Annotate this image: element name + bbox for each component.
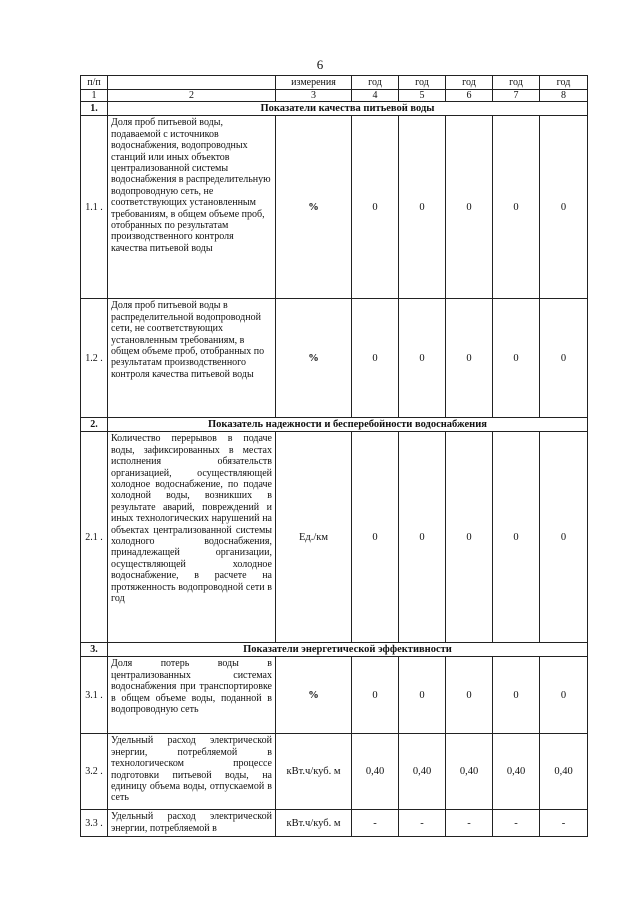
row-value: - — [540, 810, 588, 837]
header-cell: измерения — [276, 76, 352, 90]
table-row — [81, 734, 588, 810]
row-unit: кВт.ч/куб. м — [276, 810, 352, 837]
column-number: 7 — [493, 90, 540, 102]
column-number: 8 — [540, 90, 588, 102]
row-value: 0 — [399, 657, 446, 734]
row-value: - — [352, 810, 399, 837]
section-number: 1. — [81, 102, 108, 116]
row-unit: Ед./км — [276, 432, 352, 643]
row-id: 1.1 . — [81, 116, 108, 299]
header-cell: год — [540, 76, 588, 90]
row-unit: % — [276, 116, 352, 299]
row-value: 0 — [493, 432, 540, 643]
row-value: 0 — [540, 657, 588, 734]
row-value: 0 — [540, 432, 588, 643]
row-value: 0 — [446, 657, 493, 734]
section-title: Показатели качества питьевой воды — [108, 102, 588, 116]
table-row — [81, 432, 588, 643]
column-number: 3 — [276, 90, 352, 102]
row-id: 3.2 . — [81, 734, 108, 810]
row-value: 0 — [446, 299, 493, 418]
row-value: 0,40 — [446, 734, 493, 810]
column-number: 5 — [399, 90, 446, 102]
row-value: - — [493, 810, 540, 837]
header-cell: год — [352, 76, 399, 90]
header-cell: год — [399, 76, 446, 90]
row-id: 3.3 . — [81, 810, 108, 837]
section-number: 3. — [81, 643, 108, 657]
section-number: 2. — [81, 418, 108, 432]
section-header-row — [81, 418, 588, 432]
table-row — [81, 657, 588, 734]
row-value: 0 — [352, 432, 399, 643]
header-row-2 — [81, 90, 588, 102]
row-value: 0 — [493, 299, 540, 418]
page-number: 6 — [316, 57, 324, 72]
row-value: 0 — [493, 657, 540, 734]
row-value: 0 — [352, 299, 399, 418]
row-unit: кВт.ч/куб. м — [276, 734, 352, 810]
row-description: Количество перерывов в подаче воды, зафиксированных в местах исполнения обязательств организацией, осуществляющей холодное водоснабжение, по подаче холодной воды, возникших в результате аварий, повреждений и иных технологических нарушений на объектах централизованной системы холодного водоснабжения, принадлежащей организации, осуществляющей холодное водоснабжение, в расчете на протяженность водопроводной сети в год — [108, 432, 276, 643]
header-row-1 — [81, 76, 588, 90]
header-cell: п/п — [81, 76, 108, 90]
row-value: 0 — [399, 299, 446, 418]
row-value: 0 — [352, 657, 399, 734]
row-id: 2.1 . — [81, 432, 108, 643]
section-header-row — [81, 102, 588, 116]
header-cell — [108, 76, 276, 90]
section-header-row — [81, 643, 588, 657]
table-row — [81, 299, 588, 418]
row-value: 0 — [399, 116, 446, 299]
table-row — [81, 810, 588, 837]
row-value: 0,40 — [493, 734, 540, 810]
row-value: - — [446, 810, 493, 837]
row-value: 0 — [446, 432, 493, 643]
row-unit: % — [276, 657, 352, 734]
row-description: Доля потерь воды в централизованных системах водоснабжения при транспортировке в общем объеме воды, поданной в водопроводную сеть — [108, 657, 276, 734]
column-number: 6 — [446, 90, 493, 102]
row-description: Доля проб питьевой воды в распределительной водопроводной сети, не соответствующих установленным требованиям, в общем объеме проб, отобранных по результатам производственного контроля качества питьевой воды — [108, 299, 276, 418]
row-value: 0 — [399, 432, 446, 643]
indicators-table — [80, 75, 588, 837]
section-title: Показатели энергетической эффективности — [108, 643, 588, 657]
column-number: 4 — [352, 90, 399, 102]
row-unit: % — [276, 299, 352, 418]
row-value: 0,40 — [399, 734, 446, 810]
section-title: Показатель надежности и бесперебойности водоснабжения — [108, 418, 588, 432]
row-id: 3.1 . — [81, 657, 108, 734]
row-description: Удельный расход электрической энергии, потребляемой в технологическом процессе подготовки питьевой воды, на единицу объема воды, отпускаемой в сеть — [108, 734, 276, 810]
table-row — [81, 116, 588, 299]
header-cell: год — [446, 76, 493, 90]
row-value: 0 — [446, 116, 493, 299]
row-value: - — [399, 810, 446, 837]
row-description: Удельный расход электрической энергии, потребляемой в — [108, 810, 276, 837]
column-number: 2 — [108, 90, 276, 102]
row-value: 0 — [352, 116, 399, 299]
row-value: 0,40 — [352, 734, 399, 810]
row-id: 1.2 . — [81, 299, 108, 418]
row-description: Доля проб питьевой воды, подаваемой с источников водоснабжения, водопроводных станций или иных объектов централизованной системы водоснабжения в распределительную водопроводную сеть, не соответствующих установленным требованиям, в общем объеме проб, отобранных по результатам производственного контроля качества питьевой воды — [108, 116, 276, 299]
column-number: 1 — [81, 90, 108, 102]
header-cell: год — [493, 76, 540, 90]
row-value: 0,40 — [540, 734, 588, 810]
row-value: 0 — [493, 116, 540, 299]
row-value: 0 — [540, 116, 588, 299]
row-value: 0 — [540, 299, 588, 418]
